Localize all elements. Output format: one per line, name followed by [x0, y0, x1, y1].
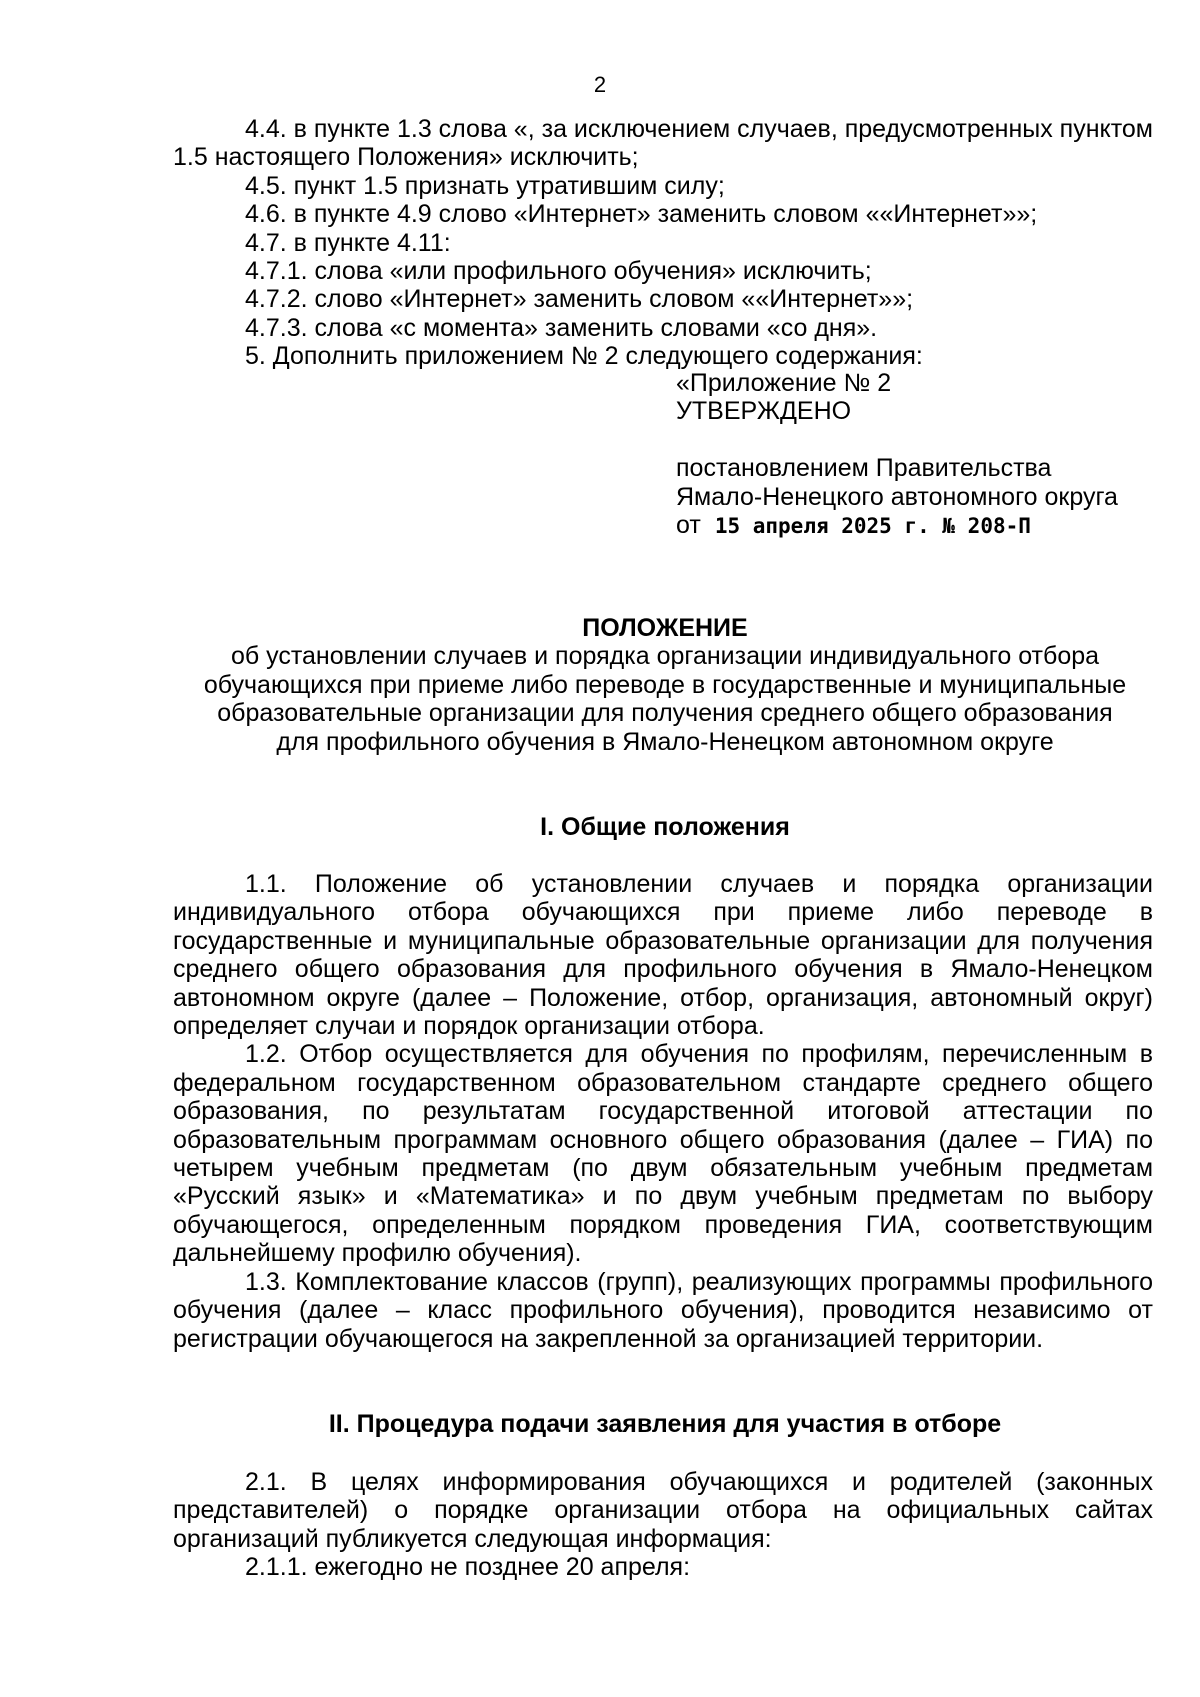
- paragraph: 1.2. Отбор осуществляется для обучения по профилям, перечисленным в федеральном государственном образовательном стандарте среднего общего образования, по результатам государственной итоговой аттестации по образовательным программам основного общего образования (далее – ГИА) по четырем учебным предметам (по двум обязательным учебным предметам «Русский язык» и «Математика» и по двум учебным предметам по выбору обучающегося, определенным порядком проведения ГИА, соответствующим дальнейшему профилю обучения).: [173, 1040, 1153, 1268]
- page-number: 2: [593, 72, 607, 97]
- regulation-subtitle-line: для профильного обучения в Ямало-Ненецком автономном округе: [276, 727, 1054, 756]
- amendment-item: 4.7.3. слова «с момента» заменить словами «со дня».: [245, 313, 878, 342]
- approval-date-value: 15 апреля 2025 г. № 208-П: [714, 514, 1031, 539]
- section-heading: I. Общие положения: [540, 813, 790, 841]
- regulation-title: ПОЛОЖЕНИЕ: [582, 614, 748, 642]
- amendment-item: 4.6. в пункте 4.9 слово «Интернет» заменить словом ««Интернет»»;: [245, 200, 1038, 229]
- amendment-item: 4.5. пункт 1.5 признать утратившим силу;: [245, 171, 725, 200]
- amendment-item: 4.7.1. слова «или профильного обучения» исключить;: [245, 257, 872, 286]
- amendment-item: 4.7. в пункте 4.11:: [245, 228, 451, 257]
- section1-body: [173, 870, 1153, 1353]
- approved-by-line: постановлением Правительства: [676, 454, 1052, 483]
- regulation-subtitle-line: образовательные организации для получения среднего общего образования: [217, 699, 1113, 728]
- amendment-item: 4.4. в пункте 1.3 слова «, за исключением случаев, предусмотренных пунктом 1.5 настоящего Положения» исключить;: [173, 115, 1153, 172]
- amendments-list: [173, 115, 1153, 371]
- appendix-approval-block: [676, 369, 1176, 540]
- approved-by-region: Ямало-Ненецкого автономного округа: [676, 482, 1118, 511]
- appendix-label: «Приложение № 2: [676, 369, 892, 397]
- regulation-subtitle-line: обучающихся при приеме либо переводе в государственные и муниципальные: [203, 670, 1127, 699]
- section2-body: [173, 1468, 1153, 1582]
- regulation-subtitle-line: об установлении случаев и порядка организации индивидуального отбора: [230, 642, 1100, 671]
- section-heading: II. Процедура подачи заявления для участия в отборе: [328, 1410, 1002, 1438]
- amendment-item: 4.7.2. слово «Интернет» заменить словом ««Интернет»»;: [245, 285, 914, 314]
- approved-stamp-text: УТВЕРЖДЕНО: [676, 397, 852, 426]
- approval-date-line: [676, 511, 1176, 540]
- paragraph: 1.3. Комплектование классов (групп), реализующих программы профильного обучения (далее – класс профильного обучения), проводится независимо от регистрации обучающегося на закрепленной за организацией территории.: [173, 1267, 1153, 1353]
- amendment-item: 5. Дополнить приложением № 2 следующего содержания:: [245, 342, 923, 371]
- date-prefix: от: [676, 511, 701, 540]
- paragraph: 2.1. В целях информирования обучающихся и родителей (законных представителей) о порядке организации отбора на официальных сайтах организаций публикуется следующая информация:: [173, 1468, 1153, 1553]
- paragraph: 2.1.1. ежегодно не позднее 20 апреля:: [245, 1553, 691, 1582]
- paragraph: 1.1. Положение об установлении случаев и порядка организации индивидуального отбора обучающихся при приеме либо переводе в государственные и муниципальные образовательные организации для получения среднего общего образования для профильного обучения в Ямало-Ненецком автономном округе (далее – Положение, отбор, организация, автономный округ) определяет случаи и порядок организации отбора.: [173, 870, 1153, 1041]
- regulation-title-block: [150, 614, 1180, 756]
